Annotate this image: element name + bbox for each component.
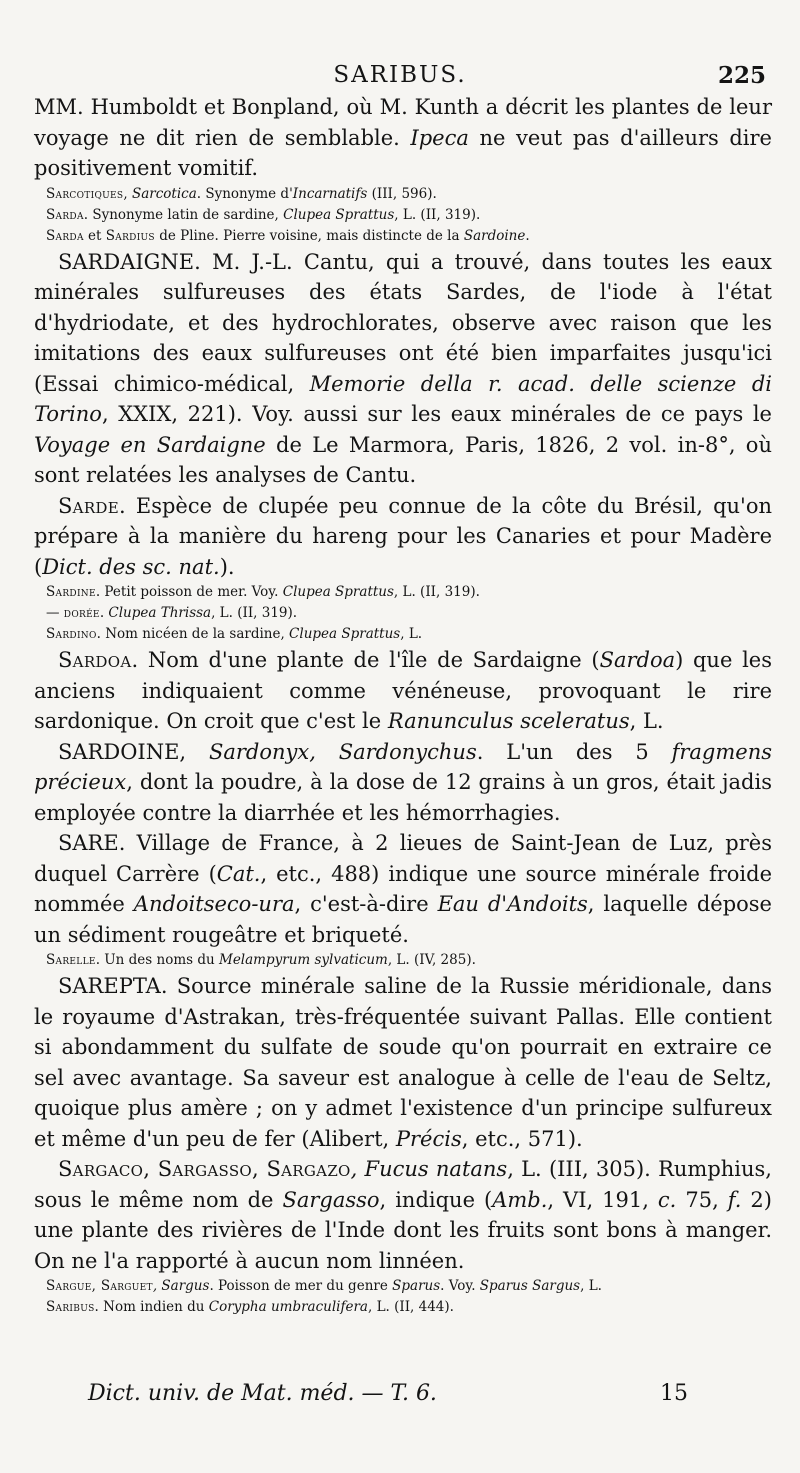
entry-sarde: Sarde. Espèce de clupée peu connue de la côte du Brésil, qu'on prépare à la manière du hareng pour les Canaries et pour Madère (Dict. des sc. nat.).: [34, 493, 772, 579]
minor-entry-saribus: Saribus. Nom indien du Corypha umbraculifera, L. (II, 444).: [46, 1299, 454, 1315]
entry-sardoine: SARDOINE, Sardonyx, Sardonychus. L'un des 5 fragmens précieux, dont la poudre, à la dose de 12 grains à un gros, était jadis employée contre la diarrhée et les hémorrhagies.: [34, 739, 772, 825]
entry-sarepta: SAREPTA. Source minérale saline de la Russie méridionale, dans le royaume d'Astrakan, très-fréquentée suivant Pallas. Elle contient si abondamment du sulfate de soude qu'on pourrait en extraire ce sel avec avantage. Sa saveur est analogue à celle de l'eau de Seltz, quoique plus amère ; on y admet l'existence d'un principe sulfureux et même d'un peu de fer (Alibert, Précis, etc., 571).: [34, 974, 772, 1151]
minor-entry-sardino: Sardino. Nom nicéen de la sardine, Clupea Sprattus, L.: [46, 626, 423, 642]
signature-line: [88, 1381, 688, 1415]
minor-entry-doree: — dorée. Clupea Thrissa, L. (II, 319).: [46, 605, 298, 621]
entry-sardoa: Sardoa. Nom d'une plante de l'île de Sardaigne (Sardoa) que les anciens indiquaient comme vénéneuse, provoquant le rire sardonique. On croit que c'est le Ranunculus sceleratus, L.: [34, 648, 772, 733]
running-title: SARIBUS.: [333, 62, 467, 88]
minor-entry-sarda-sardius: Sarda et Sardius de Pline. Pierre voisine, mais distincte de la Sardoine.: [46, 227, 530, 244]
minor-entry-sardine: Sardine. Petit poisson de mer. Voy. Clupea Sprattus, L. (II, 319).: [46, 584, 480, 600]
entry-sare: SARE. Village de France, à 2 lieues de Saint-Jean de Luz, près duquel Carrère (Cat., etc., 488) indique une source minérale froide nommée Andoitseco-ura, c'est-à-dire Eau d'Andoits, laquelle dépose un sédiment rougeâtre et briqueté.: [34, 831, 772, 947]
page-body: [34, 92, 772, 1318]
paragraph-continuation: MM. Humboldt et Bonpland, où M. Kunth a décrit les plantes de leur voyage ne dit rien de semblable. Ipeca ne veut pas d'ailleurs dire positivement vomitif.: [34, 95, 772, 180]
minor-entry-sarcotiques: Sarcotiques, Sarcotica. Synonyme d'Incarnatifs (III, 596).: [46, 185, 437, 202]
running-head: [0, 60, 800, 92]
minor-entry-sarda: Sarda. Synonyme latin de sardine, Clupea Sprattus, L. (II, 319).: [46, 206, 481, 223]
entry-sargaco: Sargaco, Sargasso, Sargazo, Fucus natans, L. (III, 305). Rumphius, sous le même nom de Sargasso, indique (Amb., VI, 191, c. 75, f. 2) une plante des rivières de l'Inde dont les fruits sont bons à manger. On ne l'a rapporté à aucun nom linnéen.: [34, 1157, 772, 1273]
volume-signature: Dict. univ. de Mat. méd. — T. 6.: [88, 1381, 437, 1406]
entry-sardaigne: SARDAIGNE. M. J.-L. Cantu, qui a trouvé, dans toutes les eaux minérales sulfureuses des états Sardes, de l'iode à l'état d'hydriodate, et des hydrochlorates, observe avec raison que les imitations des eaux sulfureuses ont été bien imparfaites jusqu'ici (Essai chimico-médical, Memorie della r. acad. delle scienze di Torino, XXIX, 221). Voy. aussi sur les eaux minérales de ce pays le Voyage en Sardaigne de Le Marmora, Paris, 1826, 2 vol. in-8°, où sont relatées les analyses de Cantu.: [34, 249, 772, 487]
minor-entry-sarelle: Sarelle. Un des noms du Melampyrum sylvaticum, L. (IV, 285).: [46, 952, 476, 968]
page-number: 225: [717, 62, 766, 89]
minor-entry-sargue: Sargue, Sarguet, Sargus. Poisson de mer du genre Sparus. Voy. Sparus Sargus, L.: [46, 1278, 602, 1294]
gathering-number: 15: [660, 1381, 688, 1406]
